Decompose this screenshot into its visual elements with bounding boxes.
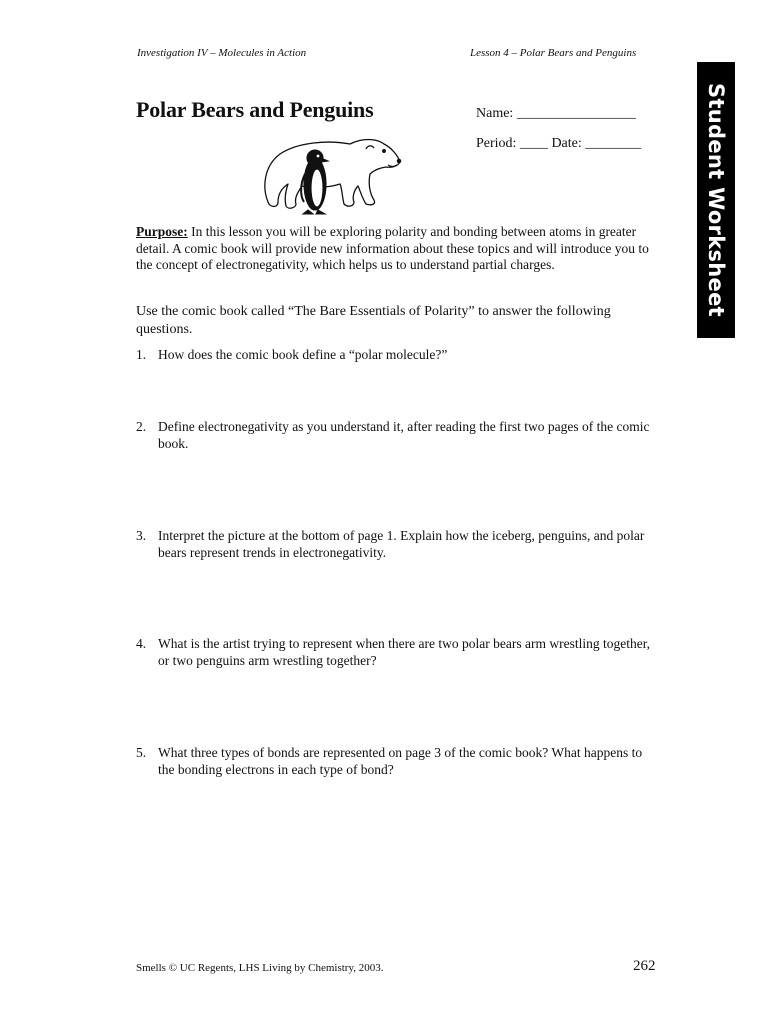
header-lesson: Lesson 4 – Polar Bears and Penguins bbox=[470, 47, 637, 59]
polar-bear-icon bbox=[265, 140, 401, 209]
question-item bbox=[136, 528, 656, 561]
question-text: Interpret the picture at the bottom of page 1. Explain how the iceberg, penguins, and polar bears represent trends in electronegativity. bbox=[158, 528, 645, 560]
instructions: Use the comic book called “The Bare Essentials of Polarity” to answer the following questions. bbox=[136, 304, 611, 337]
question-item bbox=[136, 745, 656, 778]
question-text: What is the artist trying to represent when there are two polar bears arm wrestling together, or two penguins arm wrestling together? bbox=[158, 636, 651, 668]
question-text: How does the comic book define a “polar molecule?” bbox=[158, 347, 448, 362]
question-number: 3. bbox=[136, 528, 147, 543]
question-number: 4. bbox=[136, 636, 147, 651]
question-number: 5. bbox=[136, 745, 147, 760]
question-number: 1. bbox=[136, 347, 147, 362]
header-investigation: Investigation IV – Molecules in Action bbox=[137, 47, 307, 59]
sidebar-label: Student Worksheet bbox=[704, 83, 728, 317]
question-text: What three types of bonds are represented on page 3 of the comic book? What happens to the bonding electrons in each type of bond? bbox=[158, 745, 643, 777]
question-item bbox=[136, 347, 656, 364]
purpose-text: In this lesson you will be exploring polarity and bonding between atoms in greater detail. A comic book will provide new information about these topics and will introduce you to the concept of electronegativity, which helps us to understand partial charges. bbox=[136, 224, 649, 272]
question-text: Define electronegativity as you understand it, after reading the first two pages of the comic book. bbox=[158, 419, 650, 451]
page-title: Polar Bears and Penguins bbox=[136, 97, 374, 122]
page-number: 262 bbox=[633, 958, 656, 974]
bear-penguin-illustration bbox=[258, 132, 408, 218]
footer-credit: Smells © UC Regents, LHS Living by Chemistry, 2003. bbox=[136, 962, 384, 974]
purpose-label: Purpose: bbox=[136, 224, 188, 239]
purpose-paragraph bbox=[136, 224, 656, 274]
question-number: 2. bbox=[136, 419, 147, 434]
student-worksheet-tab bbox=[697, 62, 735, 338]
period-date-field[interactable]: Period: ____ Date: ________ bbox=[476, 136, 642, 151]
name-field[interactable]: Name: _________________ bbox=[476, 106, 636, 121]
question-item bbox=[136, 636, 656, 669]
question-item bbox=[136, 419, 656, 452]
